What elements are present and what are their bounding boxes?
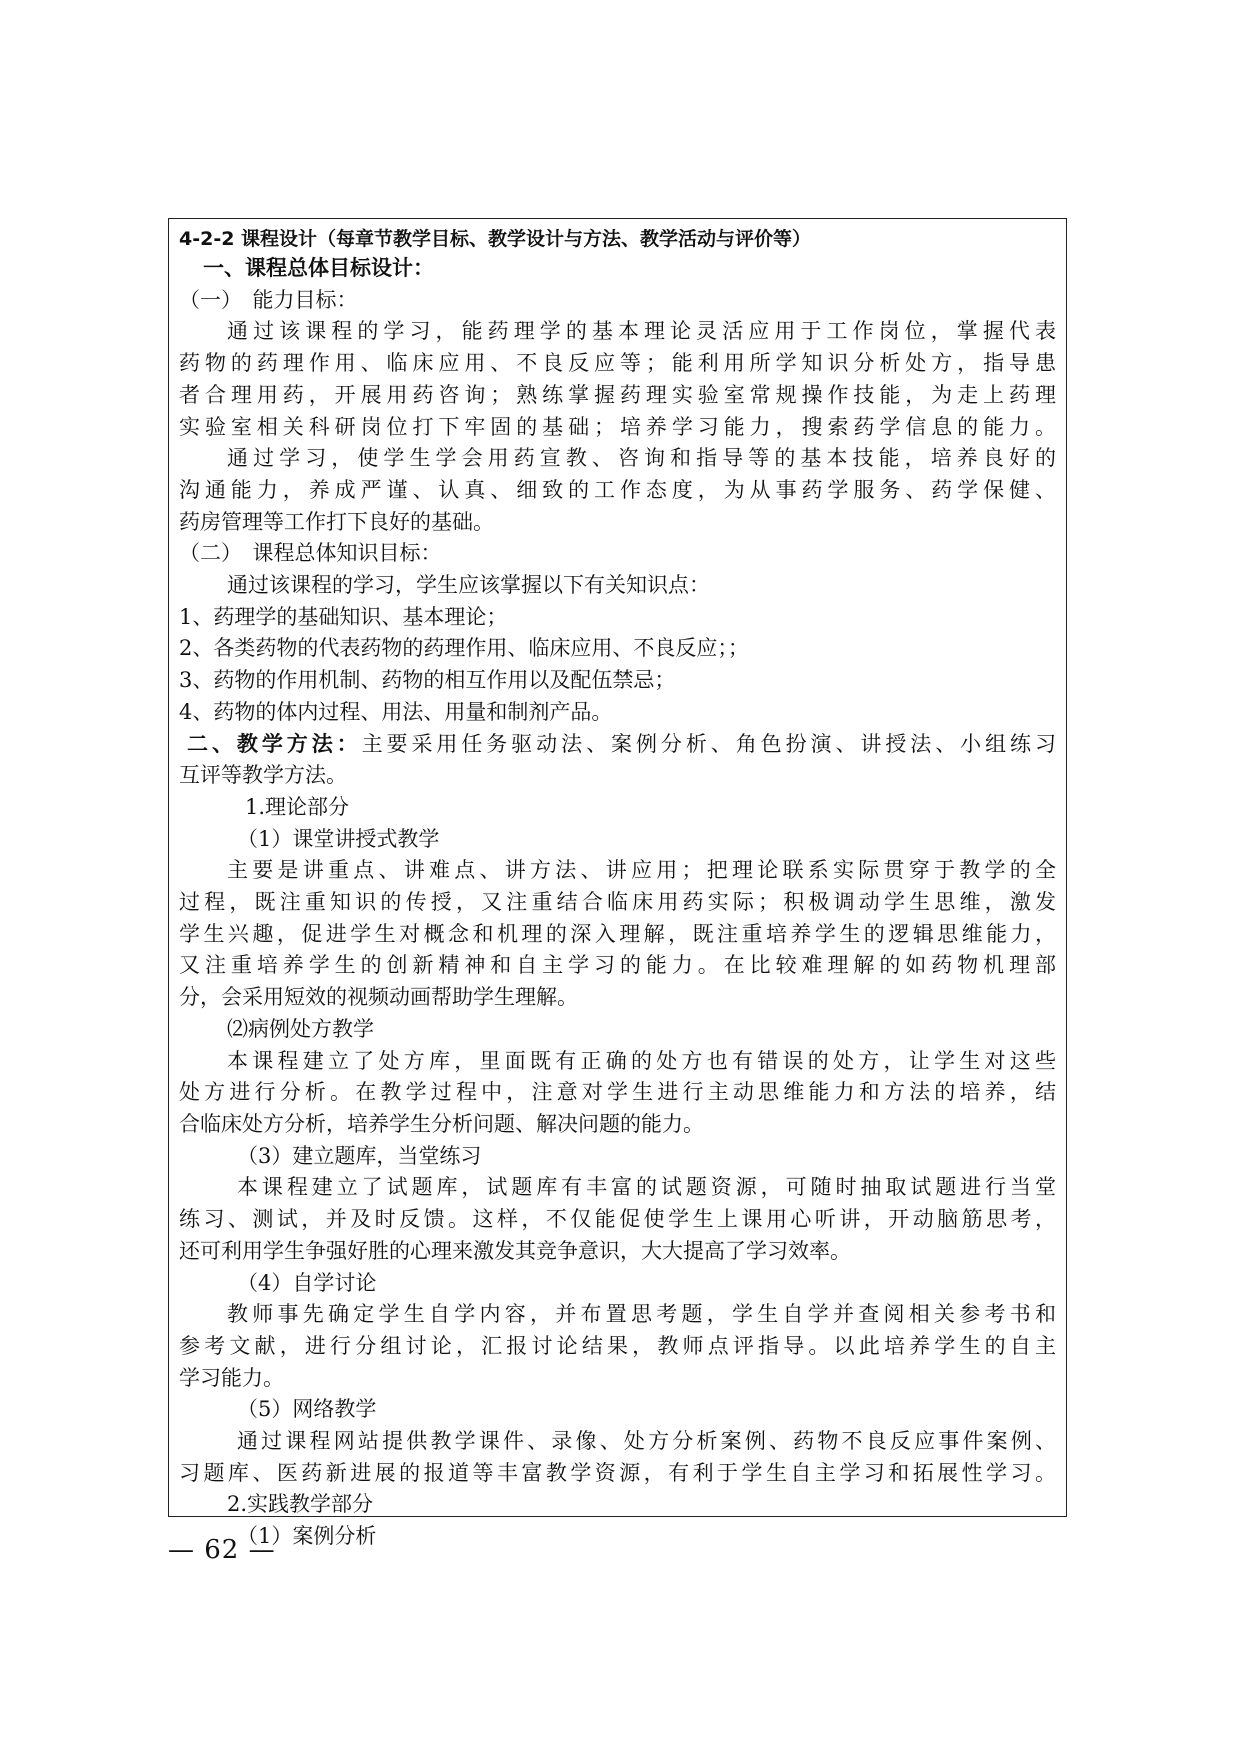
method-title: （3）建立题库，当堂练习 <box>237 1143 482 1168</box>
knowledge-goal-subheading: （二） 课程总体知识目标： <box>179 541 442 566</box>
paragraph-line: 本课程建立了处方库，里面既有正确的处方也有错误的处方，让学生对这些 <box>227 1048 1056 1073</box>
paragraph-line: 通过该课程的学习，能药理学的基本理论灵活应用于工作岗位，掌握代表 <box>227 319 1056 344</box>
page-number: — 62 — <box>168 1535 276 1565</box>
paragraph-line: 过程，既注重知识的传授，又注重结合临床用药实际；积极调动学生思维，激发 <box>179 890 1056 915</box>
list-item: 4、药物的体内过程、用法、用量和制剂产品。 <box>179 699 613 724</box>
paragraph-line: 主要是讲重点、讲难点、讲方法、讲应用；把理论联系实际贯穿于教学的全 <box>227 858 1056 883</box>
method-title: （1）课堂讲授式教学 <box>237 826 440 851</box>
paragraph-line: 沟通能力，养成严谨、认真、细致的工作态度，为从事药学服务、药学保健、 <box>179 477 1056 502</box>
paragraph-line: 还可利用学生争强好胜的心理来激发其竞争意识，大大提高了学习效率。 <box>179 1238 851 1263</box>
section-title: 4-2-2 课程设计（每章节教学目标、教学设计与方法、教学活动与评价等） <box>179 228 812 250</box>
paragraph-line: 教师事先确定学生自学内容，并布置思考题，学生自学并查阅相关参考书和 <box>227 1302 1056 1327</box>
list-item: 1、药理学的基础知识、基本理论； <box>179 604 508 629</box>
part1-heading: 一、课程总体目标设计： <box>203 256 434 280</box>
paragraph-line: 通过学习，使学生学会用药宣教、咨询和指导等的基本技能，培养良好的 <box>227 446 1056 471</box>
paragraph-line: 练习、测试，并及时反馈。这样，不仅能促使学生上课用心听讲，开动脑筋思考， <box>179 1207 1056 1232</box>
ability-goal-subheading: （一） 能力目标： <box>179 287 358 312</box>
method-title: （1）案例分析 <box>237 1524 377 1549</box>
paragraph-line: 分，会采用短效的视频动画帮助学生理解。 <box>179 985 578 1010</box>
list-item: 2、各类药物的代表药物的药理作用、临床应用、不良反应；； <box>179 636 749 661</box>
paragraph-line: 通过该课程的学习，学生应该掌握以下有关知识点： <box>227 573 710 598</box>
method-title: ⑵病例处方教学 <box>227 1016 374 1041</box>
method-title: （5）网络教学 <box>237 1397 377 1422</box>
paragraph-line: 药房管理等工作打下良好的基础。 <box>179 509 494 534</box>
paragraph-line: 通过课程网站提供教学课件、录像、处方分析案例、药物不良反应事件案例、 <box>237 1429 1056 1454</box>
teaching-method-intro-text: 主要采用任务驱动法、案例分析、角色扮演、讲授法、小组练习 <box>361 731 1057 756</box>
paragraph-line: 习题库、医药新进展的报道等丰富教学资源，有利于学生自主学习和拓展性学习。 <box>179 1460 1056 1485</box>
paragraph-line: 互评等教学方法。 <box>179 763 347 788</box>
paragraph-line: 者合理用药，开展用药咨询；熟练掌握药理实验室常规操作技能，为走上药理 <box>179 382 1056 407</box>
paragraph-line: 合临床处方分析，培养学生分析问题、解决问题的能力。 <box>179 1111 704 1136</box>
list-item: 3、药物的作用机制、药物的相互作用以及配伍禁忌； <box>179 668 676 693</box>
content-frame <box>168 218 1067 1549</box>
teaching-method-intro <box>179 729 1056 761</box>
theory-part-title: 1.理论部分 <box>245 794 350 819</box>
paragraph-line: 参考文献，进行分组讨论，汇报讨论结果，教师点评指导。以此培养学生的自主 <box>179 1333 1056 1358</box>
practice-part-title: 2.实践教学部分 <box>227 1492 374 1517</box>
paragraph-line: 实验室相关科研岗位打下牢固的基础；培养学习能力，搜索药学信息的能力。 <box>179 414 1056 439</box>
paragraph-line: 学习能力。 <box>179 1365 284 1390</box>
paragraph-line: 学生兴趣，促进学生对概念和机理的深入理解，既注重培养学生的逻辑思维能力， <box>179 921 1056 946</box>
paragraph-line: 本课程建立了试题库，试题库有丰富的试题资源，可随时抽取试题进行当堂 <box>237 1175 1056 1200</box>
part2-heading: 二、教学方法： <box>187 731 362 756</box>
paragraph-line: 处方进行分析。在教学过程中，注意对学生进行主动思维能力和方法的培养，结 <box>179 1080 1056 1105</box>
paragraph-line: 又注重培养学生的创新精神和自主学习的能力。在比较难理解的如药物机理部 <box>179 953 1056 978</box>
paragraph-line: 药物的药理作用、临床应用、不良反应等；能利用所学知识分析处方，指导患 <box>179 351 1056 376</box>
method-title: （4）自学讨论 <box>237 1270 377 1295</box>
